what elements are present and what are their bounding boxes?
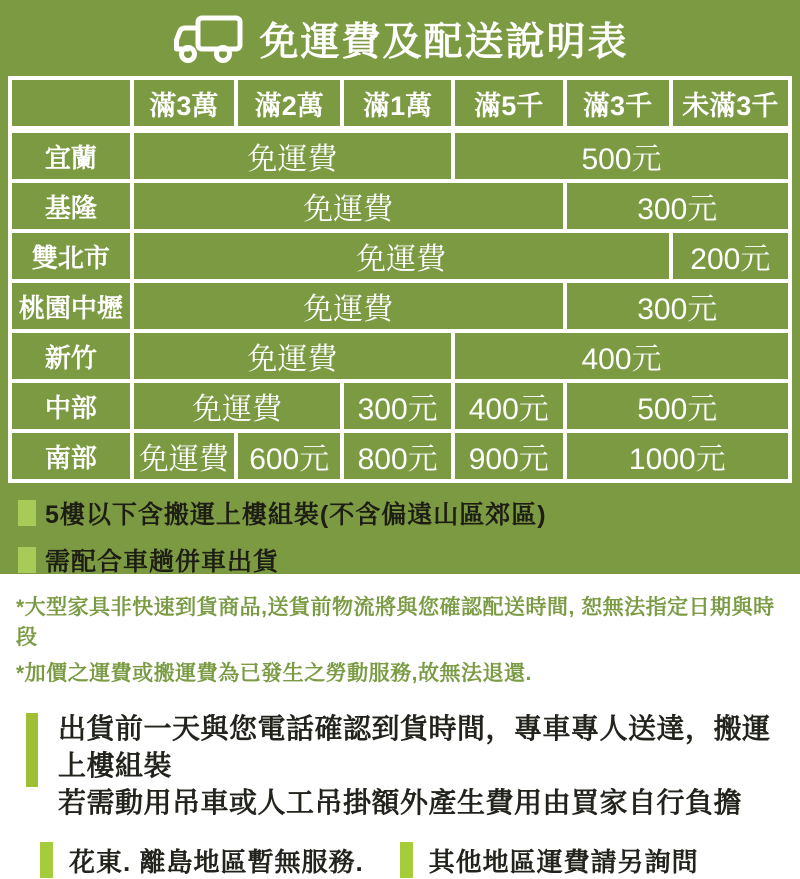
table-row xyxy=(10,381,790,431)
column-header: 滿2萬 xyxy=(236,78,342,130)
fee-cell: 1000元 xyxy=(565,431,790,481)
fee-cell: 400元 xyxy=(453,331,790,381)
fee-cell: 免運費 xyxy=(132,181,565,231)
table-header-row xyxy=(10,78,790,130)
delivery-notice-line2: 若需動用吊車或人工吊掛額外產生費用由買家自行負擔 xyxy=(58,786,743,818)
footer-notes xyxy=(40,842,786,879)
fee-cell: 免運費 xyxy=(132,281,565,331)
fee-cell: 300元 xyxy=(565,181,790,231)
note-item xyxy=(18,542,800,578)
fee-cell: 免運費 xyxy=(132,231,671,281)
note-text: 需配合車趟併車出貨 xyxy=(45,548,280,576)
shipping-fee-table xyxy=(8,76,792,483)
footer-note-item xyxy=(400,842,699,879)
fee-cell: 300元 xyxy=(342,381,453,431)
column-header: 滿5千 xyxy=(453,78,565,130)
fee-cell: 900元 xyxy=(453,431,565,481)
fee-cell: 800元 xyxy=(342,431,453,481)
fee-cell: 免運費 xyxy=(132,130,453,182)
table-row xyxy=(10,231,790,281)
square-bullet-icon xyxy=(18,500,36,526)
fee-cell: 免運費 xyxy=(132,431,237,481)
table-row xyxy=(10,181,790,231)
region-label: 桃園中壢 xyxy=(10,281,132,331)
corner-cell xyxy=(10,78,132,130)
region-label: 南部 xyxy=(10,431,132,481)
delivery-notice-text xyxy=(58,711,786,822)
fee-cell: 600元 xyxy=(236,431,342,481)
column-header: 未滿3千 xyxy=(671,78,790,130)
footer-note-text: 其他地區運費請另詢問 xyxy=(428,846,699,877)
column-header: 滿3千 xyxy=(565,78,671,130)
vertical-bar-icon xyxy=(40,842,53,878)
fee-cell: 免運費 xyxy=(132,381,343,431)
fee-cell: 免運費 xyxy=(132,331,453,381)
fee-cell: 500元 xyxy=(453,130,790,182)
fee-cell: 400元 xyxy=(453,381,565,431)
vertical-bar-icon xyxy=(26,713,38,787)
fee-cell: 300元 xyxy=(565,281,790,331)
table-row xyxy=(10,281,790,331)
delivery-notice xyxy=(26,711,786,822)
fine-print-line: *大型家具非快速到貨商品,送貨前物流將與您確認配送時間, 恕無法指定日期與時段 xyxy=(16,596,775,649)
note-item xyxy=(18,495,800,531)
white-section xyxy=(0,574,800,879)
vertical-bar-icon xyxy=(400,842,413,878)
region-label: 新竹 xyxy=(10,331,132,381)
green-notes xyxy=(18,495,800,578)
square-bullet-icon xyxy=(18,547,36,573)
column-header: 滿3萬 xyxy=(132,78,237,130)
truck-icon xyxy=(171,14,245,64)
region-label: 雙北市 xyxy=(10,231,132,281)
table-row xyxy=(10,130,790,182)
column-header: 滿1萬 xyxy=(342,78,453,130)
table-row xyxy=(10,331,790,381)
header xyxy=(0,10,800,68)
delivery-notice-line1: 出貨前一天與您電話確認到貨時間，專車專人送達，搬運上樓組裝 xyxy=(58,713,771,781)
fee-cell: 200元 xyxy=(671,231,790,281)
fee-cell: 500元 xyxy=(565,381,790,431)
fine-print-line: *加價之運費或搬運費為已發生之勞動服務,故無法退還. xyxy=(16,662,532,685)
page-title: 免運費及配送說明表 xyxy=(259,21,629,64)
note-text: 5樓以下含搬運上樓組裝(不含偏遠山區郊區) xyxy=(45,501,547,529)
footer-note-text: 花東. 離島地區暫無服務. xyxy=(69,846,364,877)
footer-note-item xyxy=(40,842,364,879)
region-label: 宜蘭 xyxy=(10,130,132,182)
region-label: 基隆 xyxy=(10,181,132,231)
region-label: 中部 xyxy=(10,381,132,431)
table-row xyxy=(10,431,790,481)
